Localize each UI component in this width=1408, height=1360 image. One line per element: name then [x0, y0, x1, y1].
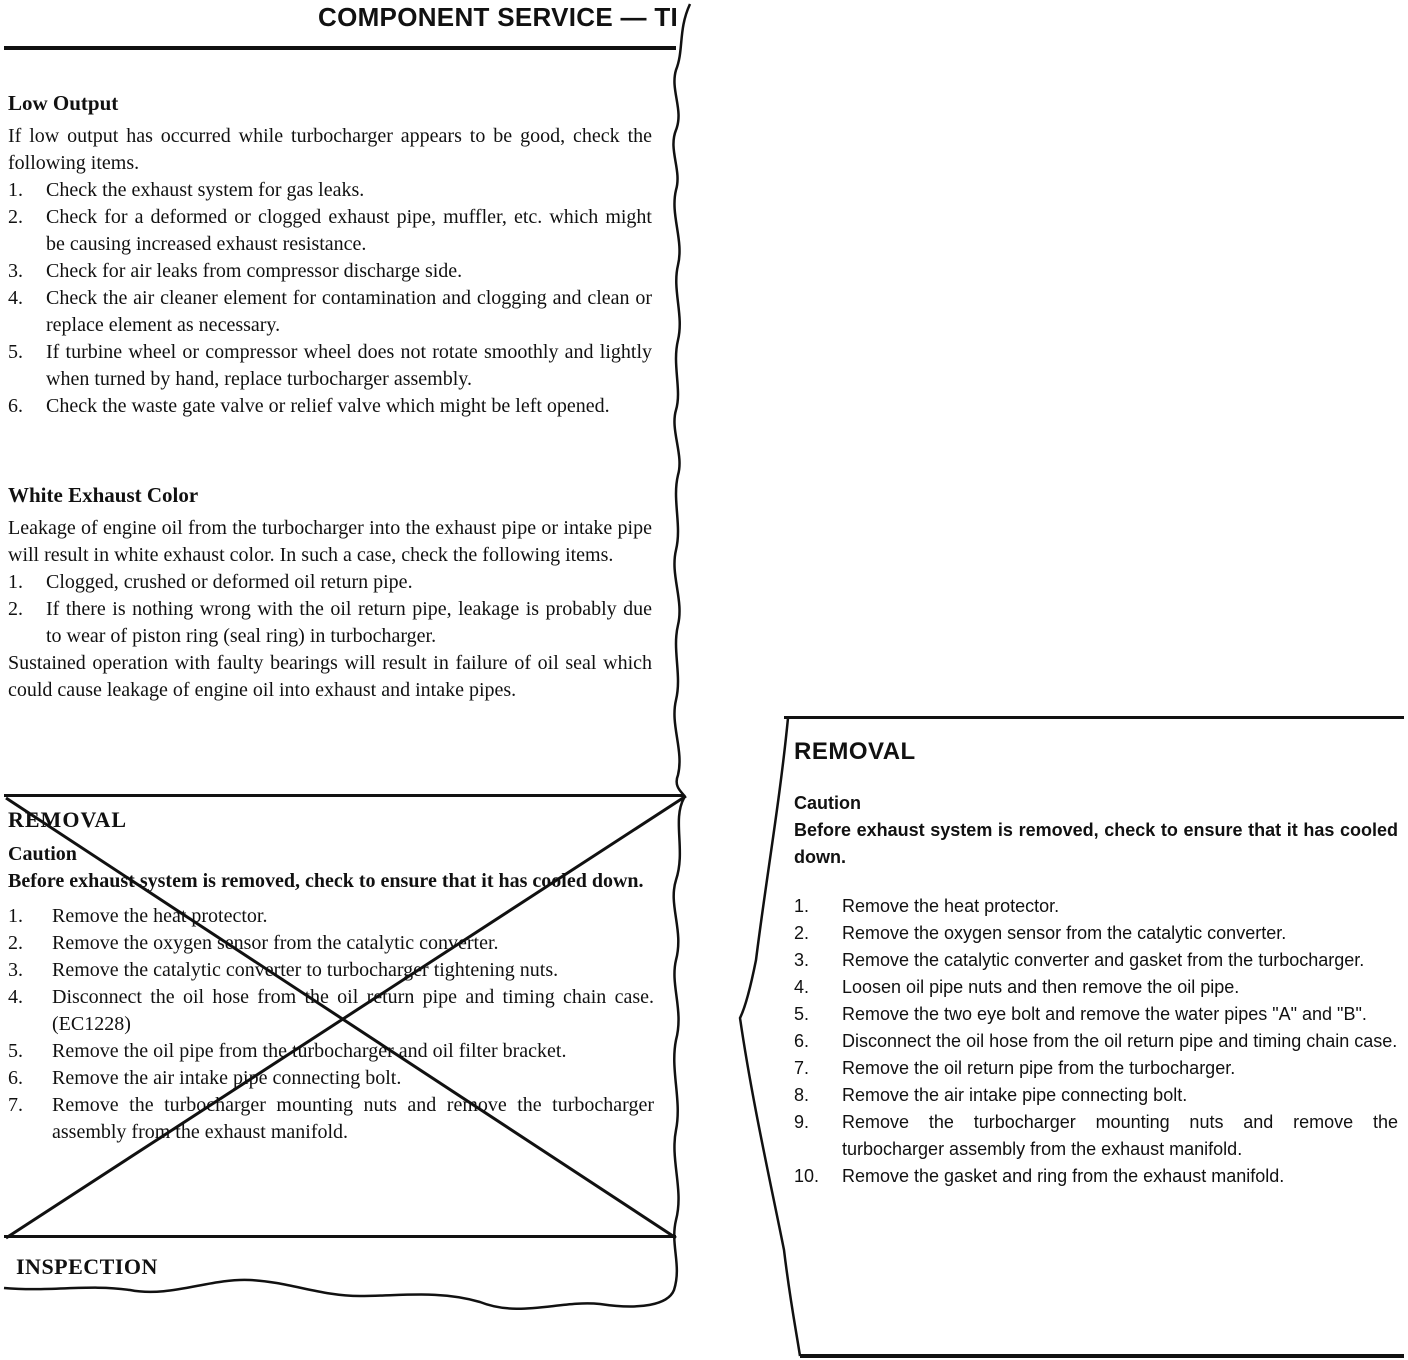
- list-item: 8. Remove the air intake pipe connecting bolt.: [794, 1085, 1188, 1105]
- white-exhaust-closing: Sustained operation with faulty bearings will result in failure of oil seal which could cause leakage of engine oil into exhaust and intake pipes.: [8, 652, 652, 701]
- list-item: 4. Loosen oil pipe nuts and then remove the oil pipe.: [794, 977, 1240, 997]
- list-item: 3. Check for air leaks from compressor discharge side.: [8, 260, 463, 282]
- list-item: 2. Check for a deformed or clogged exhaust pipe, muffler, etc. which might be causing increased exhaust resistance.: [8, 206, 652, 255]
- list-item: 4. Disconnect the oil hose from the oil return pipe and timing chain case. (EC1228): [8, 986, 654, 1035]
- list-item: 6. Disconnect the oil hose from the oil return pipe and timing chain case.: [794, 1031, 1398, 1051]
- list-item: 2. Remove the oxygen sensor from the catalytic converter.: [8, 932, 499, 954]
- list-item: 4. Check the air cleaner element for contamination and clogging and clean or replace element as necessary.: [8, 287, 652, 336]
- list-item: 10. Remove the gasket and ring from the exhaust manifold.: [794, 1166, 1285, 1186]
- low-output-intro: If low output has occurred while turbocharger appears to be good, check the following items.: [8, 125, 652, 174]
- list-item: 1. Check the exhaust system for gas leaks.: [8, 179, 365, 201]
- white-exhaust-heading: White Exhaust Color: [8, 483, 199, 507]
- list-item: 1. Remove the heat protector.: [8, 905, 268, 927]
- list-item: 2. If there is nothing wrong with the oil return pipe, leakage is probably due to wear of piston ring (seal ring) in turbocharger.: [8, 598, 652, 647]
- caution-text: Before exhaust system is removed, check to ensure that it has cooled down.: [794, 820, 1398, 867]
- list-item: 5. If turbine wheel or compressor wheel does not rotate smoothly and lightly when turned by hand, replace turbocharger assembly.: [8, 341, 652, 390]
- page-title: COMPONENT SERVICE — TI: [318, 2, 679, 32]
- caution-label: Caution: [794, 793, 861, 813]
- list-item: 7. Remove the turbocharger mounting nuts and remove the turbocharger assembly from the exhaust manifold.: [8, 1094, 654, 1143]
- inspection-heading: INSPECTION: [16, 1254, 158, 1279]
- list-item: 6. Remove the air intake pipe connecting bolt.: [8, 1067, 402, 1089]
- list-item: 9. Remove the turbocharger mounting nuts and remove the turbocharger assembly from the exhaust manifold.: [794, 1112, 1398, 1159]
- removal-old-heading: REMOVAL: [8, 807, 128, 832]
- list-item: 6. Check the waste gate valve or relief valve which might be left opened.: [8, 395, 610, 417]
- list-item: 5. Remove the two eye bolt and remove the water pipes "A" and "B".: [794, 1004, 1367, 1024]
- list-item: 7. Remove the oil return pipe from the turbocharger.: [794, 1058, 1236, 1078]
- list-item: 5. Remove the oil pipe from the turbocharger and oil filter bracket.: [8, 1040, 567, 1062]
- list-item: 1. Clogged, crushed or deformed oil return pipe.: [8, 571, 413, 593]
- list-item: 3. Remove the catalytic converter and gasket from the turbocharger.: [794, 950, 1365, 970]
- list-item: 3. Remove the catalytic converter to turbocharger tightening nuts.: [8, 959, 559, 981]
- strike-line-2: [6, 796, 686, 1238]
- list-item: 1. Remove the heat protector.: [794, 896, 1060, 916]
- white-exhaust-intro: Leakage of engine oil from the turbocharger into the exhaust pipe or intake pipe will result in white exhaust color. In such a case, check the following items.: [8, 517, 652, 566]
- panel-bracket: [740, 718, 800, 1356]
- low-output-heading: Low Output: [8, 91, 119, 115]
- torn-edge: [4, 4, 690, 1309]
- list-item: 2. Remove the oxygen sensor from the catalytic converter.: [794, 923, 1287, 943]
- caution-text: Before exhaust system is removed, check to ensure that it has cooled down.: [8, 870, 644, 892]
- caution-label: Caution: [8, 843, 77, 865]
- removal-new-heading: REMOVAL: [794, 738, 916, 765]
